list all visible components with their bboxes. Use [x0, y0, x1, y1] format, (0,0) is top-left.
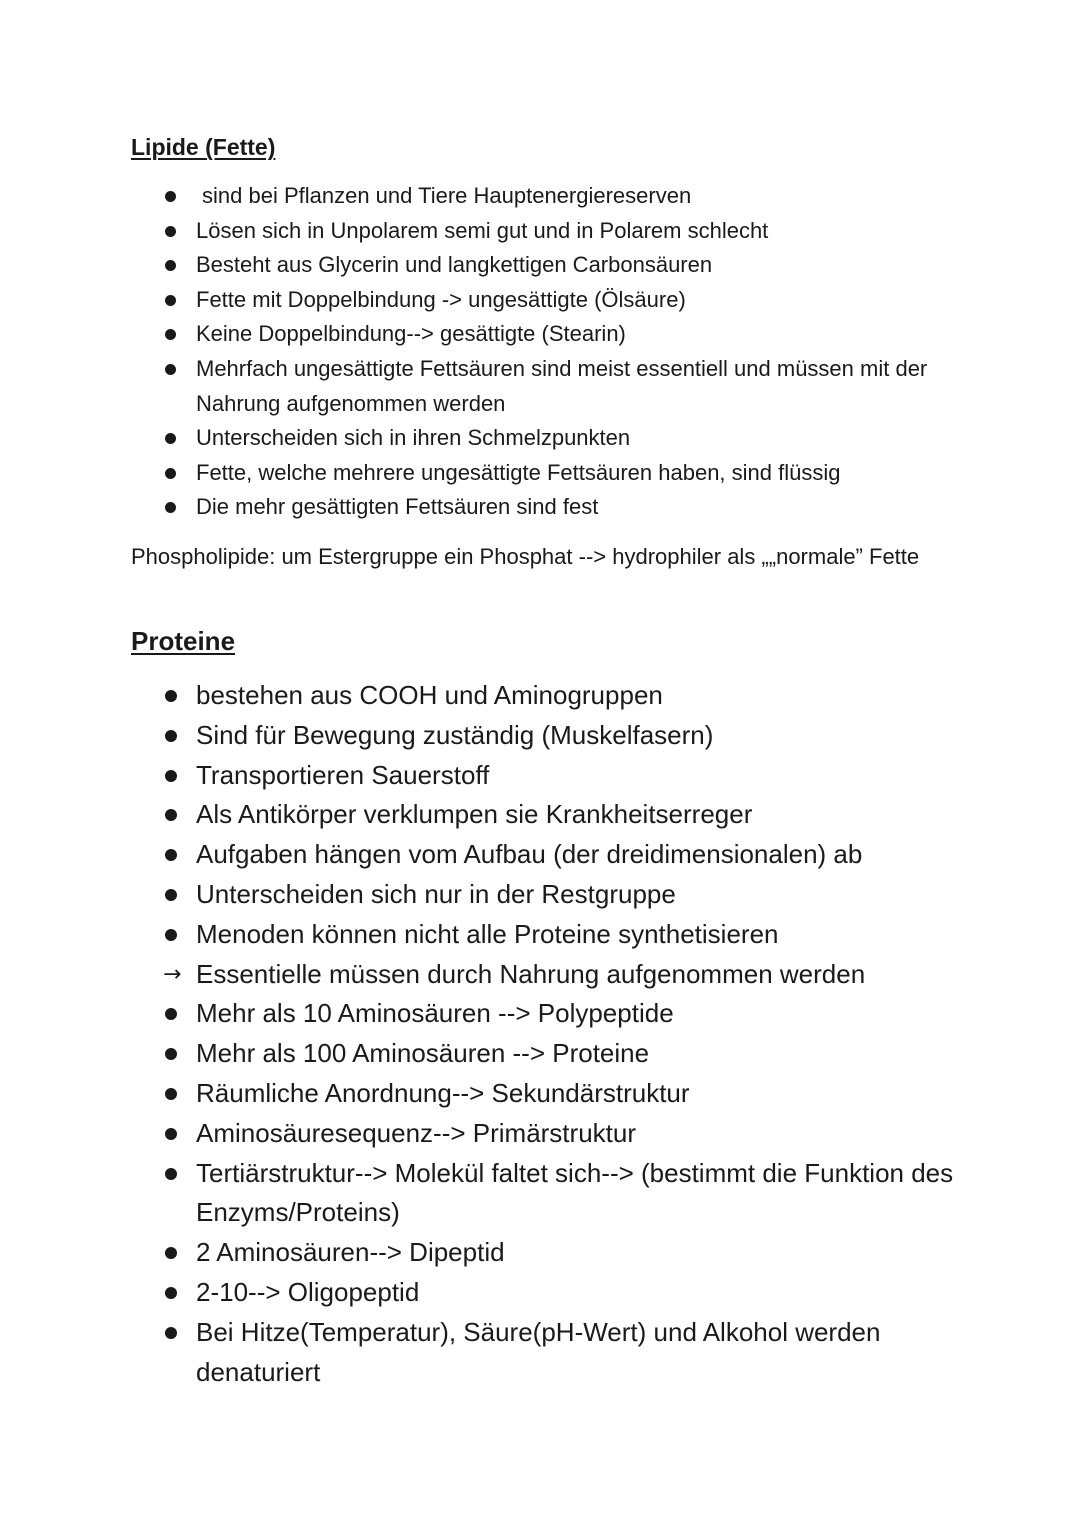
list-item-text: Essentielle müssen durch Nahrung aufgenommen werden — [196, 958, 866, 989]
list-item-text: sind bei Pflanzen und Tiere Hauptenergiereserven — [202, 183, 692, 208]
list-item — [0, 994, 956, 1034]
list-item-text: Besteht aus Glycerin und langkettigen Carbonsäuren — [196, 252, 713, 278]
list-item — [0, 875, 956, 915]
list-item — [0, 1114, 956, 1154]
bullet-icon — [165, 1128, 177, 1140]
arrow-right-icon: → — [163, 961, 182, 987]
list-item-text: Die mehr gesättigten Fettsäuren sind fest — [196, 494, 599, 520]
list-item — [0, 1034, 956, 1074]
list-item-text: Bei Hitze(Temperatur), Säure(pH-Wert) und Alkohol werden denaturiert — [196, 1316, 881, 1387]
list-item — [0, 1313, 956, 1393]
list-item — [0, 1233, 956, 1273]
bullet-icon — [165, 1327, 177, 1339]
list-item-text: Mehr als 100 Aminosäuren --> Proteine — [196, 1038, 650, 1069]
list-item-text: Keine Doppelbindung--> gesättigte (Stearin) — [196, 321, 626, 347]
list-item — [0, 179, 956, 214]
bullet-icon — [165, 260, 176, 271]
bullet-icon — [165, 809, 177, 821]
list-item — [0, 1273, 956, 1313]
list-item — [0, 1154, 956, 1234]
bullet-icon — [165, 849, 177, 861]
list-item-text: 2-10--> Oligopeptid — [196, 1276, 420, 1307]
bullet-icon — [165, 690, 177, 702]
list-item — [0, 214, 956, 249]
phospholipide-paragraph: Phospholipide: um Estergruppe ein Phosphat --> hydrophiler als „„normale” Fette — [131, 544, 920, 569]
list-item-text: bestehen aus COOH und Aminogruppen — [196, 680, 663, 710]
bullet-icon — [165, 770, 177, 782]
list-item — [0, 716, 956, 756]
list-item — [0, 915, 956, 955]
bullet-icon — [165, 1168, 177, 1180]
proteine-list — [0, 676, 956, 1392]
list-item — [0, 317, 956, 352]
list-item-text: Räumliche Anordnung--> Sekundärstruktur — [196, 1077, 690, 1108]
list-item — [0, 756, 956, 796]
list-item-text: Unterscheiden sich nur in der Restgruppe — [196, 878, 676, 909]
bullet-icon — [165, 1088, 177, 1100]
bullet-icon — [165, 329, 176, 340]
list-item-text: Unterscheiden sich in ihren Schmelzpunkten — [196, 425, 631, 451]
bullet-icon — [165, 364, 176, 375]
list-item — [0, 456, 956, 491]
list-item-text: Fette, welche mehrere ungesättigte Fettsäuren haben, sind flüssig — [196, 459, 841, 485]
list-item-text: Aufgaben hängen vom Aufbau (der dreidimensionalen) ab — [196, 839, 863, 870]
list-item-text: Sind für Bewegung zuständig (Muskelfasern) — [196, 719, 714, 750]
list-item — [0, 421, 956, 456]
arrow-list-item — [0, 955, 956, 995]
bullet-icon — [165, 295, 176, 306]
bullet-icon — [165, 1048, 177, 1060]
lipide-list — [0, 179, 956, 525]
list-item-text: Fette mit Doppelbindung -> ungesättigte (Ölsäure) — [196, 286, 686, 312]
bullet-icon — [165, 1008, 177, 1020]
bullet-icon — [165, 226, 176, 237]
list-item — [0, 283, 956, 318]
list-item-text: 2 Aminosäuren--> Dipeptid — [196, 1237, 505, 1268]
list-item — [0, 835, 956, 875]
bullet-icon — [165, 889, 177, 901]
list-item-text: Mehr als 10 Aminosäuren --> Polypeptide — [196, 998, 674, 1029]
list-item-text: Lösen sich in Unpolarem semi gut und in Polarem schlecht — [196, 217, 769, 243]
list-item — [0, 795, 956, 835]
list-item — [0, 248, 956, 283]
list-item-text: Transportieren Sauerstoff — [196, 759, 490, 790]
heading-lipide: Lipide (Fette) — [131, 134, 276, 160]
list-item-text: Tertiärstruktur--> Molekül faltet sich--> (bestimmt die Funktion des Enzyms/Proteins) — [196, 1157, 954, 1228]
bullet-icon — [165, 730, 177, 742]
list-item — [0, 490, 956, 525]
bullet-icon — [165, 433, 176, 444]
list-item-text: Als Antikörper verklumpen sie Krankheitserreger — [196, 799, 753, 830]
bullet-icon — [165, 502, 176, 513]
bullet-icon — [165, 1247, 177, 1259]
list-item — [0, 1074, 956, 1114]
heading-proteine: Proteine — [131, 626, 236, 656]
list-item-text: Aminosäuresequenz--> Primärstruktur — [196, 1117, 636, 1148]
list-item-text: Mehrfach ungesättigte Fettsäuren sind meist essentiell und müssen mit der Nahrung aufgenommen werden — [196, 355, 928, 416]
bullet-icon — [165, 1287, 177, 1299]
bullet-icon — [165, 468, 176, 479]
list-item — [0, 352, 956, 421]
bullet-icon — [165, 929, 177, 941]
list-item-text: Menoden können nicht alle Proteine synthetisieren — [196, 918, 779, 949]
bullet-icon — [165, 191, 176, 202]
list-item — [0, 676, 956, 716]
